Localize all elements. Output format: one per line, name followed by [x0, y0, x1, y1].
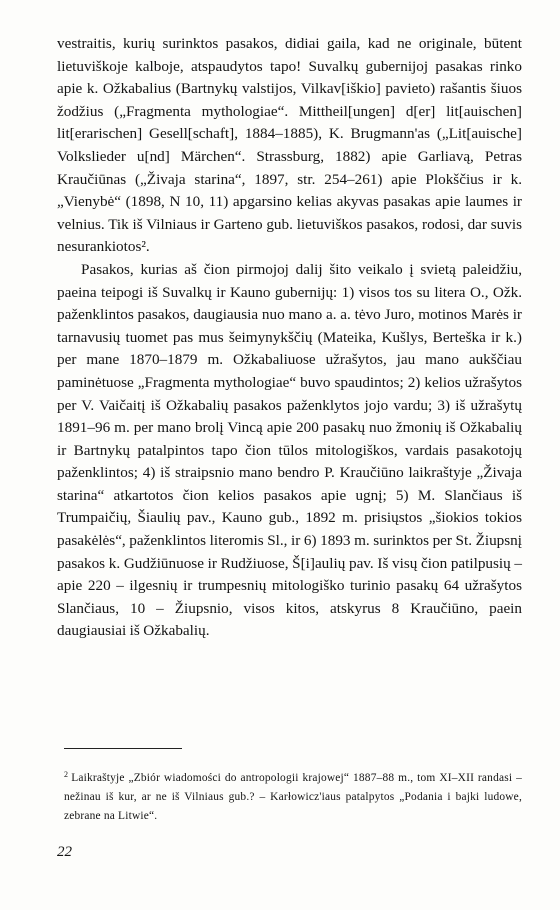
page-number: 22: [57, 844, 72, 860]
footnote-separator: [64, 748, 182, 749]
footnote-text: Laikraštyje „Zbiór wiadomości do antropologii krajowej“ 1887–88 m., tom XI–XII randasi – nežinau iš kur, ar ne iš Vilniaus gub.? – Karłowicz'iaus patalpytos „Podania i bajki ludowe, zebrane na Litwie“.: [64, 772, 522, 823]
paragraph-2: Pasakos, kurias aš čion pirmojoj dalij šito veikalo į svietą paleidžiu, paeina teipogi iš Suvalkų ir Kauno gubernijų: 1) visos tos su litera O., Ožk. paženklintos pasakos, daugiausia nuo mano a. a. tėvo Juro, motinos Marės ir tarnavusių tuomet pas mus šeimynykščių (Mateika, Kušlys, Berteška ir k.) per mane 1870–1879 m. Ožkabaliuose užrašytos, jau mano aukščiau paminėtuose „Fragmenta mythologiae“ buvo spaudintos; 2) kelios užrašytos per V. Vaičaitį iš Ožkabalių pasakos paženklytos jojo vardu; 3) iš užrašytų 1891–96 m. per mano brolį Vincą apie 200 pasakų nuo žmonių iš Ožkabalių ir Bartnykų patalpintos tapo čion tūlos mitologiškos, vardais pasakotojų paženklintos; 4) iš straipsnio mano bendro P. Kraučiūno laikraštyje „Živaja starina“ atkartotos čion kelios pasakos apie ugnį; 5) M. Slančiaus iš Trumpaičių, Šiaulių pav., Kauno gub., 1892 m. prisiųstos „šiokios tokios pasakėlės“, paženklintos literomis Sl., ir 6) 1893 m. surinktos per St. Žiupsnį pasakos k. Gudžiūnuose ir Rudžiuose, Š[i]aulių pav. Iš visų čion patilpusių – apie 220 – ilgesnių ir trumpesnių mitologiško turinio pasakų 64 užrašytos Slančiaus, 10 – Žiupsnio, visos kitos, atskyrus 8 Kraučiūno, paein daugiausiai iš Ožkabalių.: [57, 260, 522, 640]
main-text: [57, 33, 522, 643]
footnote: [64, 765, 522, 827]
footnote-mark: 2: [64, 770, 69, 779]
paragraph-1: vestraitis, kurių surinktos pasakos, didiai gaila, kad ne originale, būtent lietuviškoje kalboje, atspaudytos tapo! Suvalkų gubernijoj pasakas rinko apie k. Ožkabalius (Bartnykų valstijos, Vilkav[iškio] pavieto) rašantis šiuos žodžius („Fragmenta mythologiae“. Mittheil[ungen] d[er] lit[auischen] lit[erarischen] Gesell[schaft], 1884–1885), K. Brugmann'as („Lit[auische] Volkslieder u[nd] Märchen“. Strassburg, 1882) apie Garliavą, Petras Kraučiūnas („Živaja starina“, 1897, str. 254–261) apie Plokščius ir k. „Vienybė“ (1898, N 10, 11) apgarsino kelias akyvas pasakas apie laumes ir velnius. Tik iš Vilniaus ir Garteno gub. lietuviškos pasakos, rodosi, dar suvis nesurankiotos².: [57, 35, 522, 256]
